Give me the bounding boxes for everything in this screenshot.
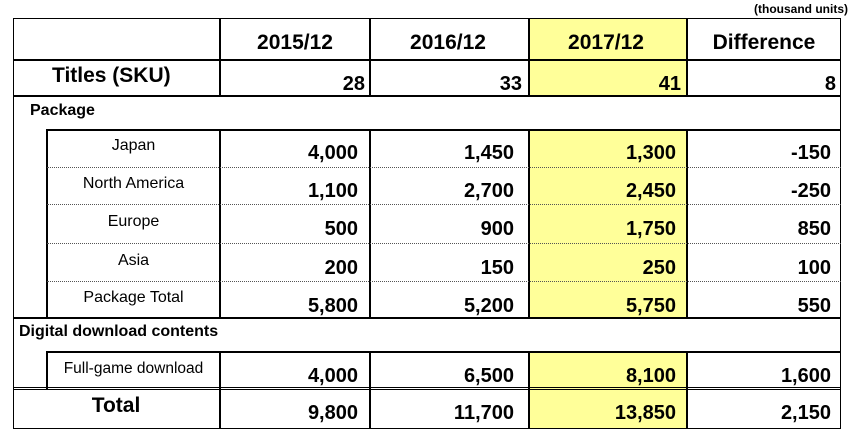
full-game-download-2015: 4,000: [307, 365, 358, 387]
titles-label: Titles (SKU): [52, 64, 171, 87]
package-total-2015: 5,800: [307, 295, 358, 317]
titles-2017: 41: [658, 73, 681, 95]
row-label-europe: Europe: [107, 213, 160, 230]
row-label-japan: Japan: [111, 137, 156, 154]
asia-2016: 150: [480, 257, 514, 279]
asia-2017: 250: [642, 257, 676, 279]
section-digital: Digital download contents: [19, 323, 219, 340]
total-label: Total: [91, 394, 141, 417]
europe-difference: 850: [797, 218, 831, 240]
europe-2016: 900: [480, 218, 514, 240]
asia-difference: 100: [797, 257, 831, 279]
row-divider-dotted: [47, 281, 841, 282]
full-game-download-2017: 8,100: [625, 365, 676, 387]
units-note: (thousand units): [754, 2, 848, 16]
titles-2016: 33: [499, 73, 522, 95]
total-2016: 11,700: [453, 402, 514, 424]
japan-2015: 4,000: [307, 142, 358, 164]
row-label-full-game-download: Full-game download: [63, 360, 204, 377]
total-difference: 2,150: [780, 402, 831, 424]
row-divider: [13, 59, 841, 61]
total-2017: 13,850: [614, 402, 676, 424]
titles-2015: 28: [342, 73, 365, 95]
full-game-download-difference: 1,600: [780, 365, 831, 387]
package-total-difference: 550: [797, 295, 831, 317]
row-divider: [46, 351, 841, 353]
titles-difference: 8: [824, 73, 836, 95]
col-header-2015: 2015/12: [257, 31, 333, 54]
north-america-2017: 2,450: [625, 180, 676, 202]
col-header-difference: Difference: [712, 31, 816, 54]
package-total-2017: 5,750: [625, 295, 676, 317]
north-america-2016: 2,700: [463, 180, 514, 202]
asia-2015: 200: [324, 257, 358, 279]
col-header-2016: 2016/12: [410, 31, 486, 54]
full-game-download-2016: 6,500: [463, 365, 514, 387]
total-2015: 9,800: [307, 402, 358, 424]
package-total-2016: 5,200: [463, 295, 514, 317]
section-package: Package: [30, 102, 95, 119]
row-divider: [46, 129, 841, 131]
row-divider-dotted: [47, 243, 841, 244]
japan-2017: 1,300: [625, 142, 676, 164]
row-label-package-total: Package Total: [83, 289, 184, 306]
japan-2016: 1,450: [463, 142, 514, 164]
north-america-2015: 1,100: [307, 180, 358, 202]
row-label-asia: Asia: [117, 252, 150, 269]
japan-difference: -150: [790, 142, 831, 164]
row-label-north-america: North America: [82, 175, 185, 192]
row-divider-dotted: [47, 167, 841, 168]
europe-2017: 1,750: [625, 218, 676, 240]
europe-2015: 500: [324, 218, 358, 240]
col-header-2017: 2017/12: [568, 31, 644, 54]
row-divider-dotted: [47, 204, 841, 205]
north-america-difference: -250: [790, 180, 831, 202]
